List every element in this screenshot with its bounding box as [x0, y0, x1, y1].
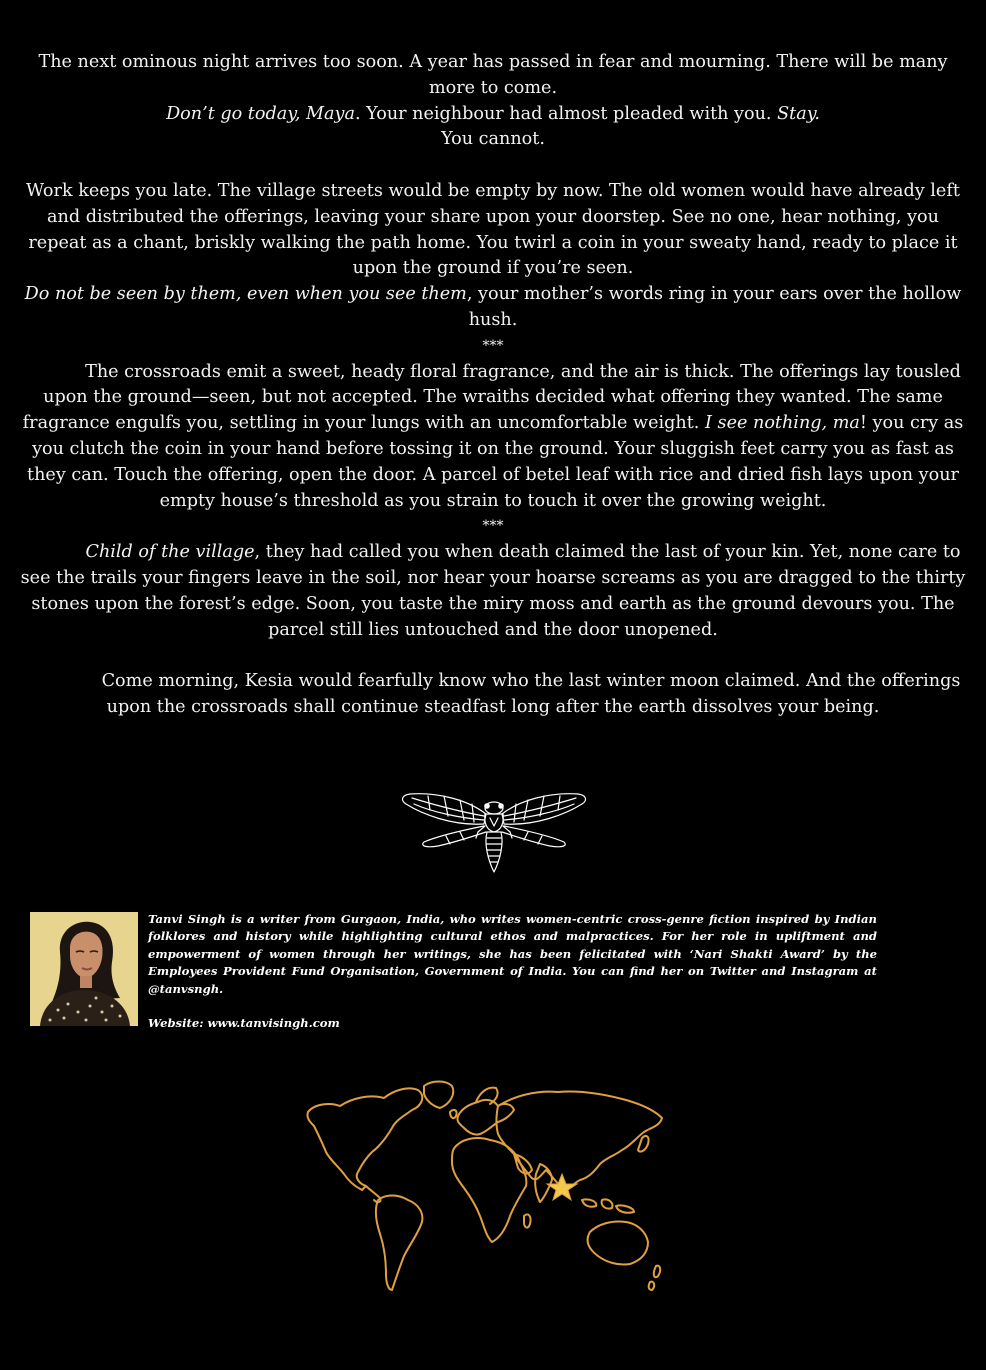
- story-text: [18, 50, 968, 721]
- author-bio-text: Tanvi Singh is a writer from Gurgaon, India, who writes women-centric cross-genre fiction inspired by Indian folklores and history while highlighting cultural ethos and malpractices. For her role in upliftment and empowerment of women through her writings, she has been felicitated with ‘Nari Shakti Award’ by the Employees Provident Fund Organisation, Government of India. You can find her on Twitter and Instagram at @tanvsngh.: [148, 912, 877, 996]
- dialogue-italic-stay: Stay.: [777, 103, 820, 124]
- author-photo: [30, 912, 138, 1026]
- story-paragraph-4: Work keeps you late. The village streets would be empty by now. The old women would have already left and distributed the offerings, leaving your share upon your doorstep. See no one, hear nothing, you repeat as a chant, briskly walking the path home. You twirl a coin in your sweaty hand, ready to place it upon the ground if you’re seen.: [26, 180, 960, 279]
- story-paragraph-2: Don’t go today, Maya. Your neighbour had almost pleaded with you. Stay.: [166, 103, 820, 124]
- story-paragraph-3: You cannot.: [441, 129, 545, 150]
- dialogue-italic: Don’t go today, Maya: [166, 103, 355, 124]
- world-map-icon: [300, 1076, 672, 1298]
- spacer: [18, 153, 968, 179]
- cicada-icon: [398, 786, 590, 876]
- author-website: Website: www.tanvisingh.com: [148, 1016, 340, 1031]
- author-bio: [148, 911, 877, 1033]
- story-paragraph-1: The next ominous night arrives too soon. A year has passed in fear and mourning. There will be many more to come.: [38, 52, 948, 98]
- author-portrait-image: [30, 912, 138, 1026]
- spacer: [18, 643, 968, 669]
- story-paragraph-8: Come morning, Kesia would fearfully know who the last winter moon claimed. And the offerings upon the crossroads shall continue steadfast long after the earth dissolves your being.: [101, 671, 961, 717]
- story-paragraph-7: Child of the village, they had called you when death claimed the last of your kin. Yet, none care to see the trails your fingers leave in the soil, nor hear your hoarse screams as you are dragged to the thirty stones upon the forest’s edge. Soon, you taste the miry moss and earth as the ground devours you. The parcel still lies untouched and the door unopened.: [20, 542, 966, 640]
- section-separator: ***: [482, 337, 504, 354]
- story-paragraph-6: The crossroads emit a sweet, heady floral fragrance, and the air is thick. The offerings lay tousled upon the ground—seen, but not accepted. The wraiths decided what offering they wanted. The same fragrance engulfs you, settling in your lungs with an uncomfortable weight. I see nothing, ma! you cry as you clutch the coin in your hand before tossing it on the ground. Your sluggish feet carry you as fast as they can. Touch the offering, open the door. A parcel of betel leaf with rice and dried fish lays upon your empty house’s threshold as you strain to touch it over the growing weight.: [22, 361, 964, 511]
- section-separator: ***: [482, 518, 504, 535]
- story-paragraph-5: Do not be seen by them, even when you see them, your mother’s words ring in your ears over the hollow hush.: [24, 284, 962, 330]
